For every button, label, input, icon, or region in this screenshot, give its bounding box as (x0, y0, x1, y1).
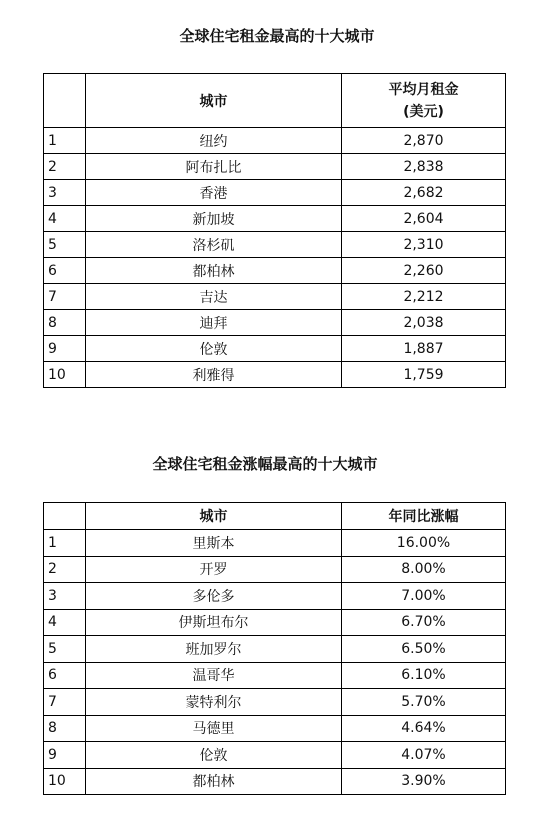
table-row (44, 206, 506, 232)
value-cell: 1,759 (342, 362, 506, 388)
rank-cell: 2 (44, 154, 86, 180)
highest-rent-table (43, 73, 506, 388)
rent-growth-table (43, 502, 506, 795)
city-cell: 洛杉矶 (86, 232, 342, 258)
table-row (44, 583, 506, 610)
rank-cell: 5 (44, 636, 86, 663)
rank-cell: 4 (44, 609, 86, 636)
table-row (44, 180, 506, 206)
city-header: 城市 (86, 503, 342, 530)
city-cell: 伦敦 (86, 336, 342, 362)
rank-cell: 6 (44, 662, 86, 689)
city-cell: 纽约 (86, 128, 342, 154)
value-cell: 1,887 (342, 336, 506, 362)
city-cell: 多伦多 (86, 583, 342, 610)
table-row (44, 336, 506, 362)
rank-cell: 7 (44, 284, 86, 310)
value-cell: 2,310 (342, 232, 506, 258)
city-cell: 迪拜 (86, 310, 342, 336)
rank-cell: 8 (44, 715, 86, 742)
table-row (44, 530, 506, 557)
city-cell: 里斯本 (86, 530, 342, 557)
rank-header (44, 503, 86, 530)
rank-cell: 1 (44, 128, 86, 154)
value-cell: 2,682 (342, 180, 506, 206)
rank-cell: 7 (44, 689, 86, 716)
rank-cell: 1 (44, 530, 86, 557)
value-cell: 6.70% (342, 609, 506, 636)
city-cell: 都柏林 (86, 768, 342, 795)
city-cell: 吉达 (86, 284, 342, 310)
table-row (44, 742, 506, 769)
rank-cell: 9 (44, 336, 86, 362)
value-cell: 7.00% (342, 583, 506, 610)
table-row (44, 662, 506, 689)
table-row (44, 310, 506, 336)
table-row (44, 689, 506, 716)
value-cell: 2,212 (342, 284, 506, 310)
city-cell: 班加罗尔 (86, 636, 342, 663)
table-row (44, 232, 506, 258)
city-header: 城市 (86, 74, 342, 128)
rank-header (44, 74, 86, 128)
table-row (44, 284, 506, 310)
city-cell: 开罗 (86, 556, 342, 583)
value-cell: 6.10% (342, 662, 506, 689)
table1-title: 全球住宅租金最高的十大城市 (179, 27, 375, 45)
rank-cell: 5 (44, 232, 86, 258)
rank-cell: 3 (44, 583, 86, 610)
table-row (44, 609, 506, 636)
rank-cell: 6 (44, 258, 86, 284)
yoy-growth-header: 年同比涨幅 (342, 503, 506, 530)
value-cell: 2,838 (342, 154, 506, 180)
rank-cell: 8 (44, 310, 86, 336)
city-cell: 马德里 (86, 715, 342, 742)
rank-cell: 10 (44, 768, 86, 795)
table-row (44, 768, 506, 795)
table-row (44, 636, 506, 663)
value-cell: 2,604 (342, 206, 506, 232)
value-cell: 16.00% (342, 530, 506, 557)
city-cell: 温哥华 (86, 662, 342, 689)
table-row (44, 362, 506, 388)
city-cell: 都柏林 (86, 258, 342, 284)
table-header-row (44, 503, 506, 530)
city-cell: 蒙特利尔 (86, 689, 342, 716)
value-cell: 2,870 (342, 128, 506, 154)
avg-monthly-rent-header (342, 74, 506, 128)
header-line-1: 平均月租金 (388, 81, 459, 98)
rank-cell: 10 (44, 362, 86, 388)
city-cell: 利雅得 (86, 362, 342, 388)
value-cell: 2,260 (342, 258, 506, 284)
rank-cell: 9 (44, 742, 86, 769)
header-line-2: (美元) (403, 103, 444, 120)
table-row (44, 154, 506, 180)
value-cell: 2,038 (342, 310, 506, 336)
value-cell: 5.70% (342, 689, 506, 716)
city-cell: 阿布扎比 (86, 154, 342, 180)
table-row (44, 715, 506, 742)
value-cell: 8.00% (342, 556, 506, 583)
rank-cell: 4 (44, 206, 86, 232)
city-cell: 伦敦 (86, 742, 342, 769)
table-header-row (44, 74, 506, 128)
city-cell: 香港 (86, 180, 342, 206)
table-row (44, 128, 506, 154)
rank-cell: 2 (44, 556, 86, 583)
rank-cell: 3 (44, 180, 86, 206)
value-cell: 4.64% (342, 715, 506, 742)
value-cell: 3.90% (342, 768, 506, 795)
table-row (44, 258, 506, 284)
value-cell: 6.50% (342, 636, 506, 663)
table-row (44, 556, 506, 583)
value-cell: 4.07% (342, 742, 506, 769)
table2-title: 全球住宅租金涨幅最高的十大城市 (152, 455, 378, 473)
city-cell: 伊斯坦布尔 (86, 609, 342, 636)
city-cell: 新加坡 (86, 206, 342, 232)
